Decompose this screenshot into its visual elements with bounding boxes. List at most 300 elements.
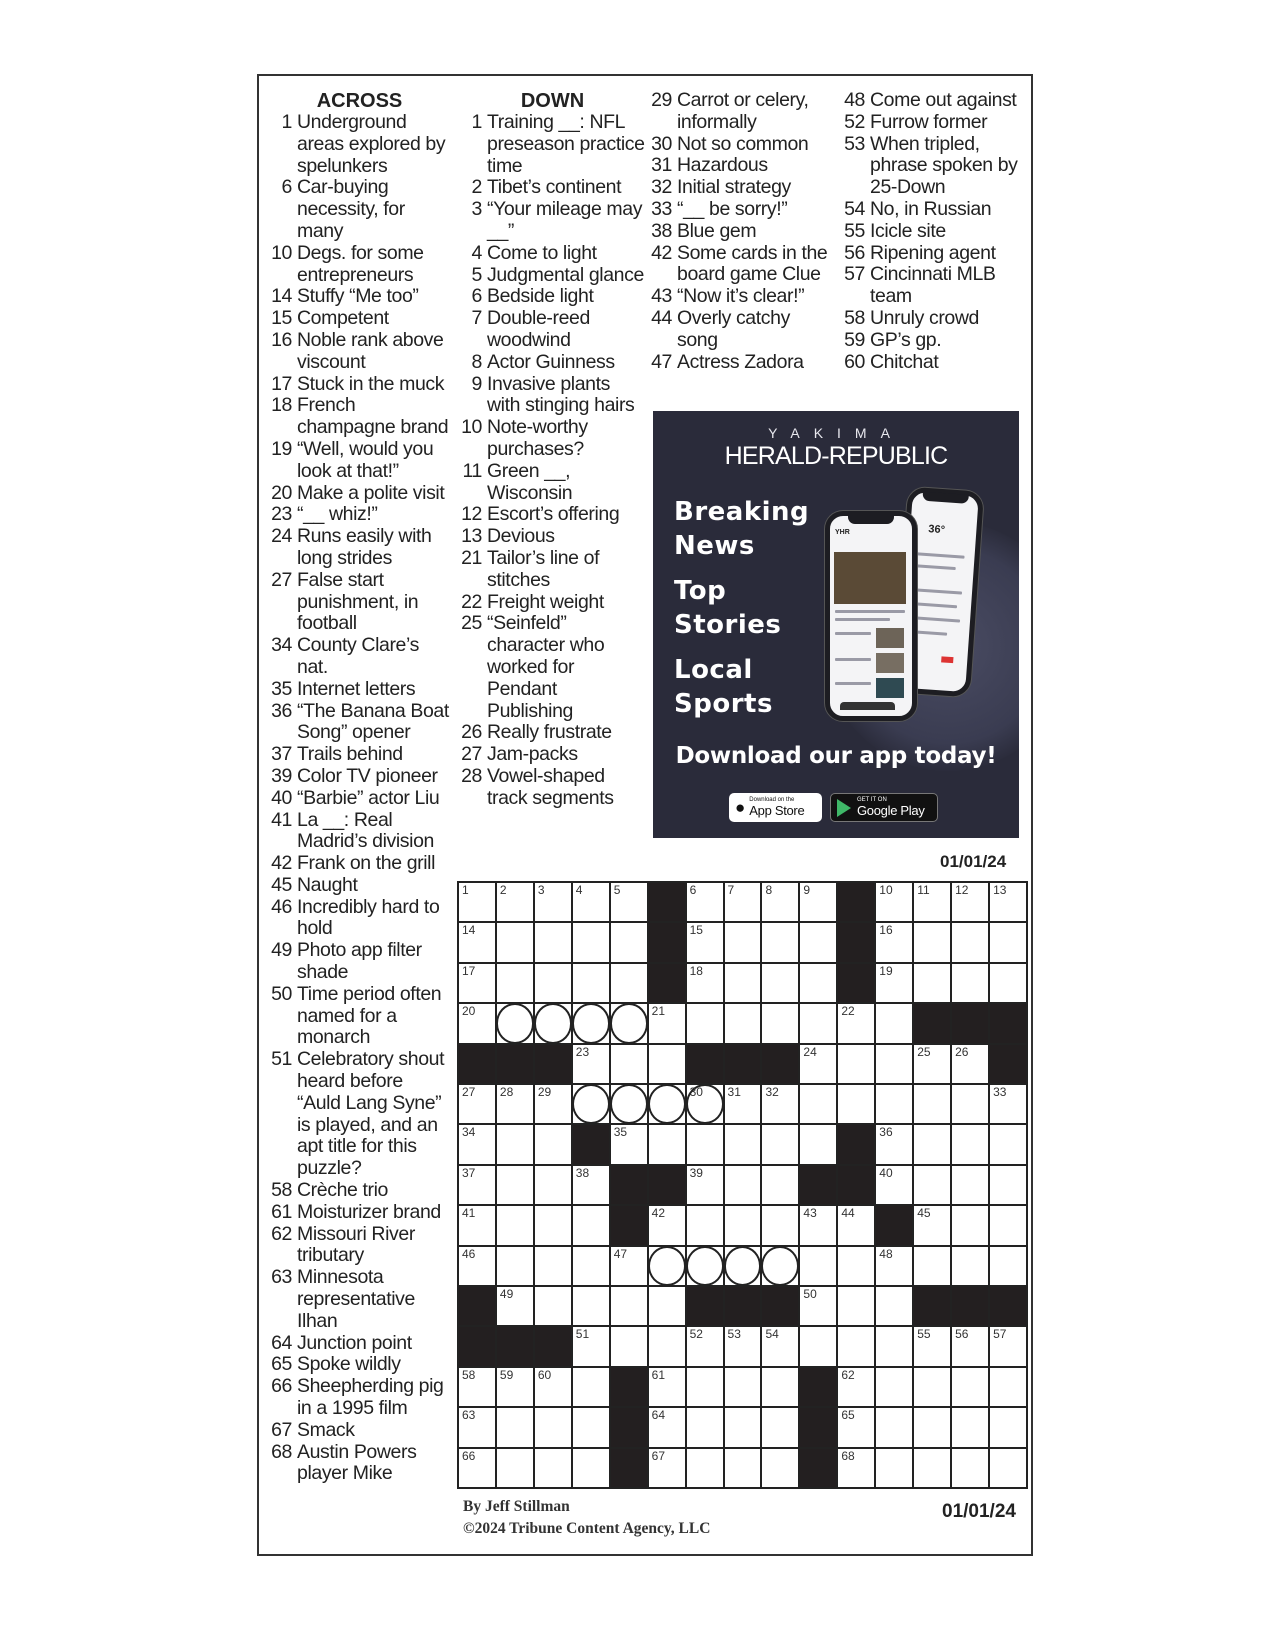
grid-cell[interactable] <box>914 883 950 921</box>
clue-item[interactable] <box>650 243 830 287</box>
cell-number: 13 <box>993 883 1007 897</box>
clue-number: 21 <box>461 546 482 569</box>
grid-cell[interactable] <box>573 1247 609 1285</box>
grid-cell[interactable] <box>535 923 571 961</box>
clue-item[interactable] <box>460 374 645 418</box>
app-advertisement[interactable] <box>653 411 1019 838</box>
grid-cell[interactable] <box>838 1004 874 1042</box>
cell-number: 52 <box>689 1327 703 1342</box>
clue-item[interactable] <box>843 90 1028 112</box>
grid-cell[interactable] <box>914 1125 950 1163</box>
clue-text: Carrot or celery, informally <box>677 89 809 133</box>
grid-cell[interactable] <box>725 883 761 921</box>
grid-cell[interactable] <box>838 1327 874 1365</box>
grid-cell[interactable] <box>762 1085 798 1123</box>
clue-text: Chitchat <box>870 350 939 373</box>
clue-item[interactable] <box>460 199 645 243</box>
grid-cell[interactable] <box>725 1449 761 1487</box>
grid-cell[interactable] <box>573 883 609 921</box>
grid-cell[interactable] <box>497 1206 533 1244</box>
clue-number: 48 <box>844 89 865 111</box>
grid-cell[interactable] <box>762 964 798 1002</box>
grid-cell[interactable] <box>611 1327 647 1365</box>
grid-cell[interactable] <box>952 1247 988 1285</box>
grid-cell[interactable] <box>876 923 912 961</box>
grid-cell[interactable] <box>725 1085 761 1123</box>
grid-cell[interactable] <box>649 1327 685 1365</box>
clue-number: 33 <box>651 197 672 220</box>
grid-cell[interactable] <box>573 1004 609 1042</box>
grid-cell[interactable] <box>497 923 533 961</box>
grid-cell[interactable] <box>497 1287 533 1325</box>
grid-cell[interactable] <box>762 883 798 921</box>
grid-cell[interactable] <box>990 1408 1026 1446</box>
clue-item[interactable] <box>650 155 830 177</box>
grid-cell[interactable] <box>573 1408 609 1446</box>
grid-cell[interactable] <box>611 1247 647 1285</box>
grid-cell[interactable] <box>914 1045 950 1083</box>
grid-cell[interactable] <box>990 1327 1026 1365</box>
clue-item[interactable] <box>460 504 645 526</box>
clue-number: 17 <box>271 372 292 395</box>
grid-cell[interactable] <box>800 1085 836 1123</box>
clue-item[interactable] <box>843 112 1028 134</box>
grid-cell[interactable] <box>611 1045 647 1083</box>
grid-cell[interactable] <box>800 923 836 961</box>
grid-cell[interactable] <box>838 1408 874 1446</box>
grid-cell[interactable] <box>990 1206 1026 1244</box>
grid-cell[interactable] <box>497 1004 533 1042</box>
grid-cell[interactable] <box>573 1449 609 1487</box>
grid-cell[interactable] <box>838 1206 874 1244</box>
grid-cell[interactable] <box>535 1287 571 1325</box>
clue-item[interactable] <box>268 766 451 788</box>
clue-number: 55 <box>844 219 865 242</box>
grid-cell[interactable] <box>914 923 950 961</box>
grid-cell[interactable] <box>573 1287 609 1325</box>
grid-cell[interactable] <box>459 1408 495 1446</box>
grid-cell[interactable] <box>573 964 609 1002</box>
grid-cell[interactable] <box>952 1206 988 1244</box>
clue-item[interactable] <box>460 243 645 265</box>
clue-text: Double-reed woodwind <box>487 307 590 351</box>
grid-cell[interactable] <box>876 1045 912 1083</box>
grid-cell[interactable] <box>535 1085 571 1123</box>
grid-cell[interactable] <box>762 1449 798 1487</box>
grid-cell[interactable] <box>876 1004 912 1042</box>
grid-cell[interactable] <box>687 1206 723 1244</box>
grid-cell[interactable] <box>914 1206 950 1244</box>
grid-cell[interactable] <box>990 1449 1026 1487</box>
clue-item[interactable] <box>268 330 451 374</box>
grid-cell[interactable] <box>573 1368 609 1406</box>
clue-text: Degs. for some entrepreneurs <box>297 241 424 286</box>
grid-cell[interactable] <box>649 1287 685 1325</box>
grid-cell[interactable] <box>725 1125 761 1163</box>
clue-item[interactable] <box>268 439 451 483</box>
clue-item[interactable] <box>843 264 1028 308</box>
clue-item[interactable] <box>268 810 451 854</box>
grid-cell[interactable] <box>687 1004 723 1042</box>
google-play-button[interactable] <box>830 793 938 822</box>
grid-cell[interactable] <box>611 964 647 1002</box>
grid-cell[interactable] <box>535 1368 571 1406</box>
grid-cell[interactable] <box>914 964 950 1002</box>
clue-item[interactable] <box>268 243 451 287</box>
grid-cell[interactable] <box>573 1166 609 1204</box>
clue-item[interactable] <box>843 221 1028 243</box>
clue-item[interactable] <box>843 352 1028 374</box>
clue-item[interactable] <box>650 90 830 134</box>
grid-cell[interactable] <box>459 1247 495 1285</box>
grid-cell[interactable] <box>990 1247 1026 1285</box>
black-square <box>687 1045 723 1083</box>
clue-item[interactable] <box>268 570 451 635</box>
grid-cell[interactable] <box>990 1125 1026 1163</box>
grid-cell[interactable] <box>535 1206 571 1244</box>
cell-number: 11 <box>917 883 930 897</box>
clue-item[interactable] <box>650 134 830 156</box>
clue-item[interactable] <box>268 744 451 766</box>
grid-cell[interactable] <box>876 1287 912 1325</box>
grid-cell[interactable] <box>990 923 1026 961</box>
grid-cell[interactable] <box>497 1085 533 1123</box>
grid-cell[interactable] <box>611 1004 647 1042</box>
grid-cell[interactable] <box>535 1004 571 1042</box>
grid-cell[interactable] <box>952 1408 988 1446</box>
grid-cell[interactable] <box>914 1368 950 1406</box>
clue-text: When tripled, phrase spoken by 25-Down <box>870 132 1018 199</box>
grid-cell[interactable] <box>725 964 761 1002</box>
clue-item[interactable] <box>268 1267 451 1332</box>
clue-item[interactable] <box>268 679 451 701</box>
grid-cell[interactable] <box>876 1125 912 1163</box>
cell-number: 17 <box>462 963 476 978</box>
cell-number: 34 <box>462 1125 476 1140</box>
grid-cell[interactable] <box>649 1247 685 1285</box>
grid-cell[interactable] <box>914 1085 950 1123</box>
clue-number: 31 <box>651 154 672 177</box>
black-square <box>990 1045 1026 1083</box>
grid-cell[interactable] <box>649 1004 685 1042</box>
grid-cell[interactable] <box>611 923 647 961</box>
grid-cell[interactable] <box>800 964 836 1002</box>
grid-cell[interactable] <box>687 964 723 1002</box>
clue-item[interactable] <box>650 221 830 243</box>
grid-cell[interactable] <box>800 883 836 921</box>
crossword-grid[interactable] <box>457 881 1028 1489</box>
grid-cell[interactable] <box>838 1085 874 1123</box>
grid-cell[interactable] <box>649 1368 685 1406</box>
grid-cell[interactable] <box>497 883 533 921</box>
grid-cell[interactable] <box>497 964 533 1002</box>
grid-cell[interactable] <box>990 1085 1026 1123</box>
grid-cell[interactable] <box>800 1004 836 1042</box>
clue-item[interactable] <box>650 177 830 199</box>
grid-cell[interactable] <box>687 1449 723 1487</box>
clue-number: 44 <box>651 306 672 329</box>
grid-cell[interactable] <box>535 1166 571 1204</box>
grid-cell[interactable] <box>762 1125 798 1163</box>
grid-cell[interactable] <box>800 1327 836 1365</box>
grid-cell[interactable] <box>725 1247 761 1285</box>
clue-item[interactable] <box>843 134 1028 199</box>
grid-cell[interactable] <box>762 923 798 961</box>
grid-cell[interactable] <box>649 1085 685 1123</box>
down-heading: DOWN <box>520 90 585 112</box>
grid-cell[interactable] <box>914 1449 950 1487</box>
clue-item[interactable] <box>460 265 645 287</box>
grid-cell[interactable] <box>990 964 1026 1002</box>
grid-cell[interactable] <box>762 1408 798 1446</box>
grid-cell[interactable] <box>649 1408 685 1446</box>
grid-cell[interactable] <box>952 1368 988 1406</box>
clue-number: 36 <box>271 699 292 722</box>
clue-item[interactable] <box>460 526 645 548</box>
grid-cell[interactable] <box>497 1408 533 1446</box>
grid-cell[interactable] <box>535 1449 571 1487</box>
grid-cell[interactable] <box>687 1408 723 1446</box>
grid-cell[interactable] <box>762 1247 798 1285</box>
clue-text: Color TV pioneer <box>297 764 438 787</box>
grid-cell[interactable] <box>725 1408 761 1446</box>
grid-cell[interactable] <box>876 1247 912 1285</box>
grid-cell[interactable] <box>952 923 988 961</box>
grid-cell[interactable] <box>876 1368 912 1406</box>
grid-cell[interactable] <box>497 1247 533 1285</box>
grid-cell[interactable] <box>611 1125 647 1163</box>
grid-cell[interactable] <box>649 1045 685 1083</box>
clue-item[interactable] <box>268 1442 451 1486</box>
grid-cell[interactable] <box>459 1166 495 1204</box>
clue-item[interactable] <box>460 548 645 592</box>
clue-item[interactable] <box>460 461 645 505</box>
grid-cell[interactable] <box>876 964 912 1002</box>
clue-item[interactable] <box>460 112 645 177</box>
grid-cell[interactable] <box>687 1247 723 1285</box>
black-square <box>687 1287 723 1325</box>
grid-cell[interactable] <box>876 1085 912 1123</box>
grid-cell[interactable] <box>497 1368 533 1406</box>
grid-cell[interactable] <box>990 1166 1026 1204</box>
grid-cell[interactable] <box>838 1287 874 1325</box>
grid-cell[interactable] <box>838 1368 874 1406</box>
grid-cell[interactable] <box>573 923 609 961</box>
grid-cell[interactable] <box>762 1206 798 1244</box>
grid-cell[interactable] <box>535 883 571 921</box>
grid-cell[interactable] <box>497 1166 533 1204</box>
grid-cell[interactable] <box>687 1368 723 1406</box>
ad-feature-line: Top <box>674 576 727 606</box>
grid-cell[interactable] <box>573 1045 609 1083</box>
grid-cell[interactable] <box>459 964 495 1002</box>
clue-item[interactable] <box>650 308 830 352</box>
clue-item[interactable] <box>268 308 451 330</box>
clue-item[interactable] <box>268 1420 451 1442</box>
grid-cell[interactable] <box>649 1125 685 1163</box>
grid-cell[interactable] <box>838 1247 874 1285</box>
grid-cell[interactable] <box>725 1004 761 1042</box>
clue-item[interactable] <box>460 308 645 352</box>
grid-cell[interactable] <box>800 1125 836 1163</box>
grid-cell[interactable] <box>687 1085 723 1123</box>
clue-number: 46 <box>271 895 292 918</box>
grid-cell[interactable] <box>952 1045 988 1083</box>
clue-item[interactable] <box>268 940 451 984</box>
clue-item[interactable] <box>268 635 451 679</box>
clue-item[interactable] <box>268 984 451 1049</box>
clue-text: Time period often named for a monarch <box>297 982 442 1049</box>
clue-text: Internet letters <box>297 677 416 700</box>
grid-cell[interactable] <box>952 1166 988 1204</box>
grid-cell[interactable] <box>990 1368 1026 1406</box>
grid-cell[interactable] <box>800 1287 836 1325</box>
clue-item[interactable] <box>460 766 645 810</box>
grid-cell[interactable] <box>611 1287 647 1325</box>
grid-cell[interactable] <box>952 1449 988 1487</box>
grid-cell[interactable] <box>952 883 988 921</box>
clue-item[interactable] <box>650 352 830 374</box>
black-square <box>762 1287 798 1325</box>
grid-cell[interactable] <box>459 883 495 921</box>
clue-item[interactable] <box>268 1376 451 1420</box>
grid-cell[interactable] <box>459 1449 495 1487</box>
grid-cell[interactable] <box>990 883 1026 921</box>
clue-text: Not so common <box>677 132 809 155</box>
clue-item[interactable] <box>650 286 830 308</box>
grid-cell[interactable] <box>914 1247 950 1285</box>
app-store-button[interactable] <box>729 793 822 822</box>
grid-cell[interactable] <box>914 1327 950 1365</box>
phone-image-front <box>825 511 917 721</box>
clue-item[interactable] <box>843 199 1028 221</box>
grid-cell[interactable] <box>535 1408 571 1446</box>
clue-number: 3 <box>471 198 482 221</box>
clue-item[interactable] <box>268 1333 451 1355</box>
clue-item[interactable] <box>460 592 645 614</box>
grid-cell[interactable] <box>459 1206 495 1244</box>
cell-number: 24 <box>803 1044 817 1059</box>
grid-cell[interactable] <box>459 1368 495 1406</box>
clue-item[interactable] <box>268 1180 451 1202</box>
clue-item[interactable] <box>268 177 451 242</box>
grid-cell[interactable] <box>611 883 647 921</box>
clue-item[interactable] <box>843 308 1028 330</box>
clue-item[interactable] <box>460 722 645 744</box>
grid-cell[interactable] <box>762 1327 798 1365</box>
clue-item[interactable] <box>268 788 451 810</box>
grid-cell[interactable] <box>573 1206 609 1244</box>
clue-item[interactable] <box>268 1202 451 1224</box>
clue-item[interactable] <box>460 286 645 308</box>
clue-item[interactable] <box>843 243 1028 265</box>
black-square <box>838 883 874 921</box>
clue-number: 58 <box>844 306 865 329</box>
grid-cell[interactable] <box>725 1166 761 1204</box>
clue-item[interactable] <box>460 613 645 722</box>
clue-item[interactable] <box>843 330 1028 352</box>
clue-item[interactable] <box>268 701 451 745</box>
grid-cell[interactable] <box>687 883 723 921</box>
grid-cell[interactable] <box>725 923 761 961</box>
clue-item[interactable] <box>268 853 451 875</box>
grid-cell[interactable] <box>725 1327 761 1365</box>
grid-cell[interactable] <box>762 1368 798 1406</box>
grid-cell[interactable] <box>687 1166 723 1204</box>
grid-cell[interactable] <box>952 1085 988 1123</box>
grid-cell[interactable] <box>649 1206 685 1244</box>
grid-cell[interactable] <box>800 1045 836 1083</box>
grid-cell[interactable] <box>459 1085 495 1123</box>
clue-item[interactable] <box>460 744 645 766</box>
clue-item[interactable] <box>268 897 451 941</box>
grid-cell[interactable] <box>687 923 723 961</box>
grid-cell[interactable] <box>952 964 988 1002</box>
grid-cell[interactable] <box>876 883 912 921</box>
clue-text: Blue gem <box>677 219 757 242</box>
clue-item[interactable] <box>268 374 451 396</box>
clue-item[interactable] <box>268 526 451 570</box>
grid-cell[interactable] <box>535 1125 571 1163</box>
grid-cell[interactable] <box>838 1045 874 1083</box>
clue-item[interactable] <box>268 395 451 439</box>
clue-item[interactable] <box>268 286 451 308</box>
grid-cell[interactable] <box>762 1166 798 1204</box>
grid-cell[interactable] <box>876 1166 912 1204</box>
clue-item[interactable] <box>268 483 451 505</box>
grid-cell[interactable] <box>952 1125 988 1163</box>
grid-cell[interactable] <box>762 1004 798 1042</box>
clue-item[interactable] <box>460 417 645 461</box>
clue-item[interactable] <box>460 352 645 374</box>
grid-cell[interactable] <box>459 1125 495 1163</box>
grid-cell[interactable] <box>800 1206 836 1244</box>
grid-cell[interactable] <box>573 1327 609 1365</box>
grid-cell[interactable] <box>952 1327 988 1365</box>
grid-cell[interactable] <box>497 1449 533 1487</box>
grid-cell[interactable] <box>459 1004 495 1042</box>
grid-cell[interactable] <box>535 964 571 1002</box>
grid-cell[interactable] <box>838 1449 874 1487</box>
clue-item[interactable] <box>460 177 645 199</box>
grid-cell[interactable] <box>800 1247 836 1285</box>
grid-cell[interactable] <box>459 923 495 961</box>
clue-item[interactable] <box>268 112 451 177</box>
clue-item[interactable] <box>268 504 451 526</box>
circle-marker <box>648 1084 686 1124</box>
grid-cell[interactable] <box>725 1206 761 1244</box>
grid-cell[interactable] <box>573 1085 609 1123</box>
grid-cell[interactable] <box>535 1247 571 1285</box>
grid-cell[interactable] <box>876 1408 912 1446</box>
grid-cell[interactable] <box>725 1368 761 1406</box>
grid-cell[interactable] <box>914 1166 950 1204</box>
grid-cell[interactable] <box>687 1125 723 1163</box>
clue-item[interactable] <box>268 875 451 897</box>
grid-cell[interactable] <box>876 1327 912 1365</box>
clue-item[interactable] <box>650 199 830 221</box>
clue-item[interactable] <box>268 1224 451 1268</box>
cell-number: 12 <box>955 883 969 897</box>
grid-cell[interactable] <box>497 1125 533 1163</box>
grid-cell[interactable] <box>876 1449 912 1487</box>
grid-cell[interactable] <box>649 1449 685 1487</box>
grid-cell[interactable] <box>914 1408 950 1446</box>
clue-item[interactable] <box>268 1049 451 1180</box>
grid-cell[interactable] <box>611 1085 647 1123</box>
grid-cell[interactable] <box>687 1327 723 1365</box>
clue-item[interactable] <box>268 1354 451 1376</box>
